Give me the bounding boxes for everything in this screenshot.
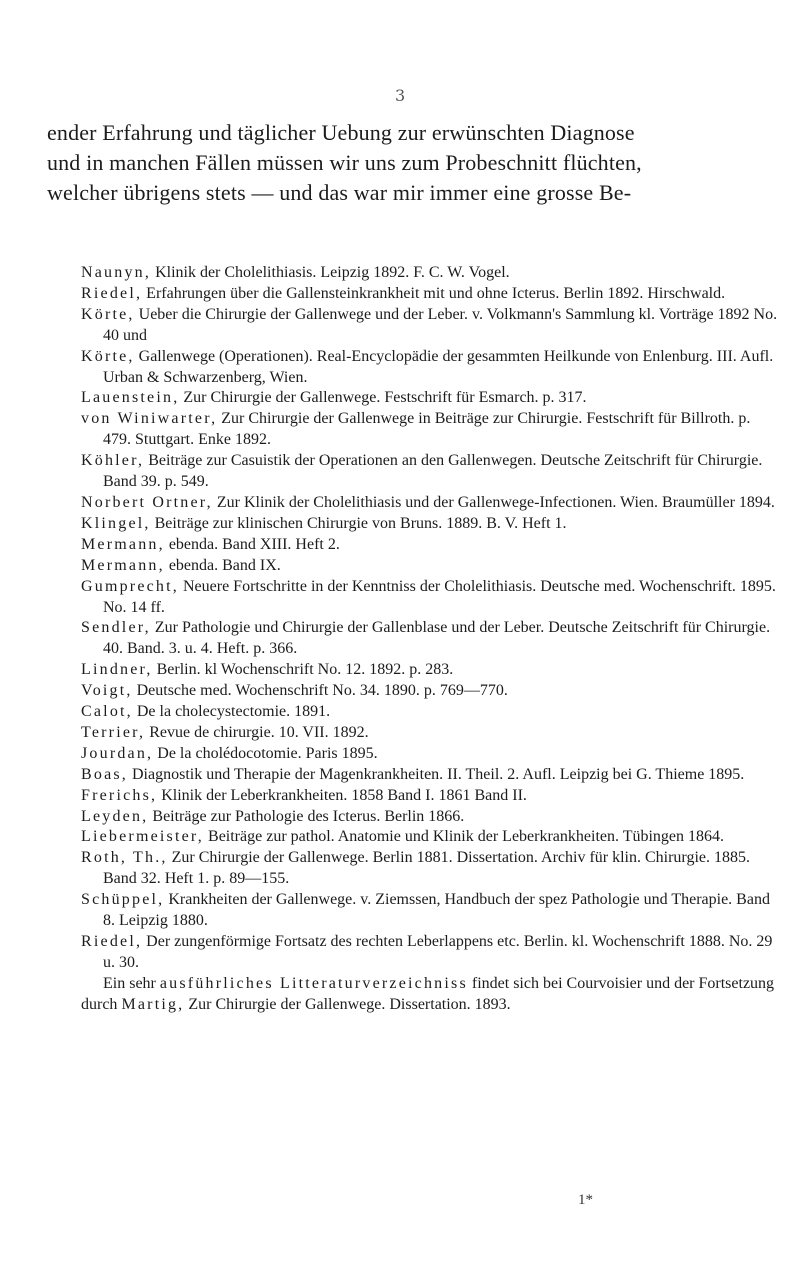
reference-text: ebenda. Band IX. — [168, 556, 281, 574]
reference-entry — [81, 765, 781, 786]
reference-author: Riedel, — [81, 284, 143, 302]
reference-text: Beiträge zur Pathologie des Icterus. Berlin 1866. — [152, 807, 465, 825]
reference-text: Diagnostik und Therapie der Magenkrankheiten. II. Theil. 2. Aufl. Leipzig bei G. Thieme 1895. — [132, 765, 745, 783]
reference-text: Klinik der Cholelithiasis. Leipzig 1892. F. C. W. Vogel. — [155, 264, 510, 281]
reference-text: Beiträge zur klinischen Chirurgie von Bruns. 1889. B. V. Heft 1. — [154, 514, 567, 532]
reference-author: Leyden, — [81, 807, 149, 825]
reference-text: Zur Chirurgie der Gallenwege. Festschrift für Esmarch. p. 317. — [183, 389, 587, 407]
reference-entry — [81, 848, 781, 890]
reference-entry — [81, 305, 781, 347]
reference-entry — [81, 786, 781, 807]
reference-text: De la cholecystectomie. 1891. — [136, 703, 331, 721]
reference-author: Terrier, — [81, 723, 146, 741]
reference-text: Zur Klinik der Cholelithiasis und der Gallenwege-Infectionen. Wien. Braumüller 1894. — [216, 493, 775, 511]
reference-entry — [81, 681, 781, 702]
reference-text: Der zungenförmige Fortsatz des rechten Leberlappens etc. Berlin. kl. Wochenschrift 1888. No. 29 u. 30. — [103, 933, 773, 971]
reference-entry — [81, 284, 781, 305]
reference-entry — [81, 618, 781, 660]
reference-list — [81, 263, 781, 1016]
reference-entry — [81, 409, 781, 451]
reference-author: Calot, — [81, 703, 133, 721]
reference-text: Erfahrungen über die Gallensteinkrankheit mit und ohne Icterus. Berlin 1892. Hirschwald. — [146, 284, 726, 302]
reference-entry — [81, 744, 781, 765]
closing-text: Zur Chirurgie der Gallenwege. Dissertation. 1893. — [188, 995, 511, 1013]
page-number: 3 — [395, 86, 406, 105]
reference-entry — [81, 493, 781, 514]
reference-author: Riedel, — [81, 933, 143, 950]
reference-entry — [81, 347, 781, 389]
reference-author: Lauenstein, — [81, 389, 180, 407]
reference-entry — [81, 451, 781, 493]
reference-text: Zur Chirurgie der Gallenwege in Beiträge zur Chirurgie. Festschrift für Billroth. p. 479. Stuttgart. Enke 1892. — [103, 410, 751, 449]
reference-author: Mermann, — [81, 556, 165, 574]
reference-text: Ueber die Chirurgie der Gallenwege und der Leber. v. Volkmann's Sammlung kl. Vorträge 1892 No. 40 und — [103, 305, 778, 344]
reference-author: Körte, — [81, 305, 135, 323]
reference-text: Neuere Fortschritte in der Kenntniss der Cholelithiasis. Deutsche med. Wochenschrift. 1895. No. 14 ff. — [103, 577, 776, 616]
closing-emphasis: ausführliches Litteraturverzeichniss — [159, 974, 468, 992]
reference-author: Mermann, — [81, 535, 165, 553]
reference-entry — [81, 263, 781, 284]
reference-entry — [81, 890, 781, 932]
reference-entry — [81, 807, 781, 828]
reference-entry — [81, 535, 781, 556]
reference-text: Zur Chirurgie der Gallenwege. Berlin 1881. Dissertation. Archiv für klin. Chirurgie. 1885. Band 32. Heft 1. p. 89—155. — [103, 849, 751, 888]
reference-text: Revue de chirurgie. 10. VII. 1892. — [149, 723, 369, 741]
reference-text: Deutsche med. Wochenschrift No. 34. 1890. p. 769—770. — [136, 682, 508, 700]
reference-text: ebenda. Band XIII. Heft 2. — [168, 535, 340, 553]
reference-author: Sendler, — [81, 619, 151, 637]
reference-author: Jourdan, — [81, 744, 154, 762]
reference-author: Köhler, — [81, 452, 145, 470]
reference-entry — [81, 723, 781, 744]
reference-author: Frerichs, — [81, 786, 158, 804]
reference-author: Gumprecht, — [81, 577, 179, 595]
reference-author: Klingel, — [81, 514, 151, 532]
reference-text: Zur Pathologie und Chirurgie der Gallenblase und der Leber. Deutsche Zeitschrift für Chirurgie. 40. Band. 3. u. 4. Heft. p. 366. — [103, 619, 771, 658]
reference-text: De la cholédocotomie. Paris 1895. — [157, 744, 378, 762]
signature-mark: 1* — [578, 1192, 593, 1208]
reference-author: Norbert Ortner, — [81, 493, 213, 511]
reference-entry — [81, 388, 781, 409]
reference-text: Krankheiten der Gallenwege. v. Ziemssen, Handbuch der spez Pathologie und Therapie. Band 8. Leipzig 1880. — [103, 891, 770, 930]
closing-emphasis: Martig, — [121, 995, 185, 1013]
intro-line: welcher übrigens stets — und das war mir immer eine grosse Be- — [47, 180, 632, 205]
reference-author: Körte, — [81, 347, 135, 365]
intro-line: und in manchen Fällen müssen wir uns zum Probeschnitt flüchten, — [47, 150, 642, 175]
reference-entry — [81, 577, 781, 619]
reference-text: Klinik der Leberkrankheiten. 1858 Band I. 1861 Band II. — [161, 786, 527, 804]
reference-author: Lindner, — [81, 661, 153, 679]
reference-text: Beiträge zur Casuistik der Operationen an den Gallenwegen. Deutsche Zeitschrift für Chirurgie. Band 39. p. 549. — [103, 452, 763, 491]
closing-paragraph — [81, 974, 781, 1016]
reference-author: Boas, — [81, 765, 128, 783]
reference-text: Beiträge zur pathol. Anatomie und Klinik der Leberkrankheiten. Tübingen 1864. — [208, 828, 725, 846]
reference-text: Berlin. kl Wochenschrift No. 12. 1892. p. 283. — [156, 661, 454, 679]
reference-author: Voigt, — [81, 682, 133, 700]
reference-entry — [81, 514, 781, 535]
closing-text: findet sich bei Courvoisier und der Fortsetzung durch — [81, 974, 775, 1013]
reference-author: von Winiwarter, — [81, 410, 218, 428]
reference-entry — [81, 660, 781, 681]
reference-author: Schüppel, — [81, 891, 165, 909]
reference-author: Roth, Th., — [81, 849, 168, 867]
reference-text: Gallenwege (Operationen). Real-Encyclopädie der gesammten Heilkunde von Enlenburg. III. Aufl. Urban & Schwarzenberg, Wien. — [103, 347, 774, 386]
reference-entry — [81, 827, 781, 848]
reference-entry — [81, 932, 781, 974]
reference-entry — [81, 702, 781, 723]
reference-entry — [81, 556, 781, 577]
intro-paragraph — [47, 118, 767, 208]
reference-author: Naunyn, — [81, 264, 152, 281]
reference-author: Liebermeister, — [81, 828, 205, 846]
closing-text: Ein sehr — [103, 974, 156, 992]
intro-line: ender Erfahrung und täglicher Uebung zur erwünschten Diagnose — [47, 120, 635, 145]
